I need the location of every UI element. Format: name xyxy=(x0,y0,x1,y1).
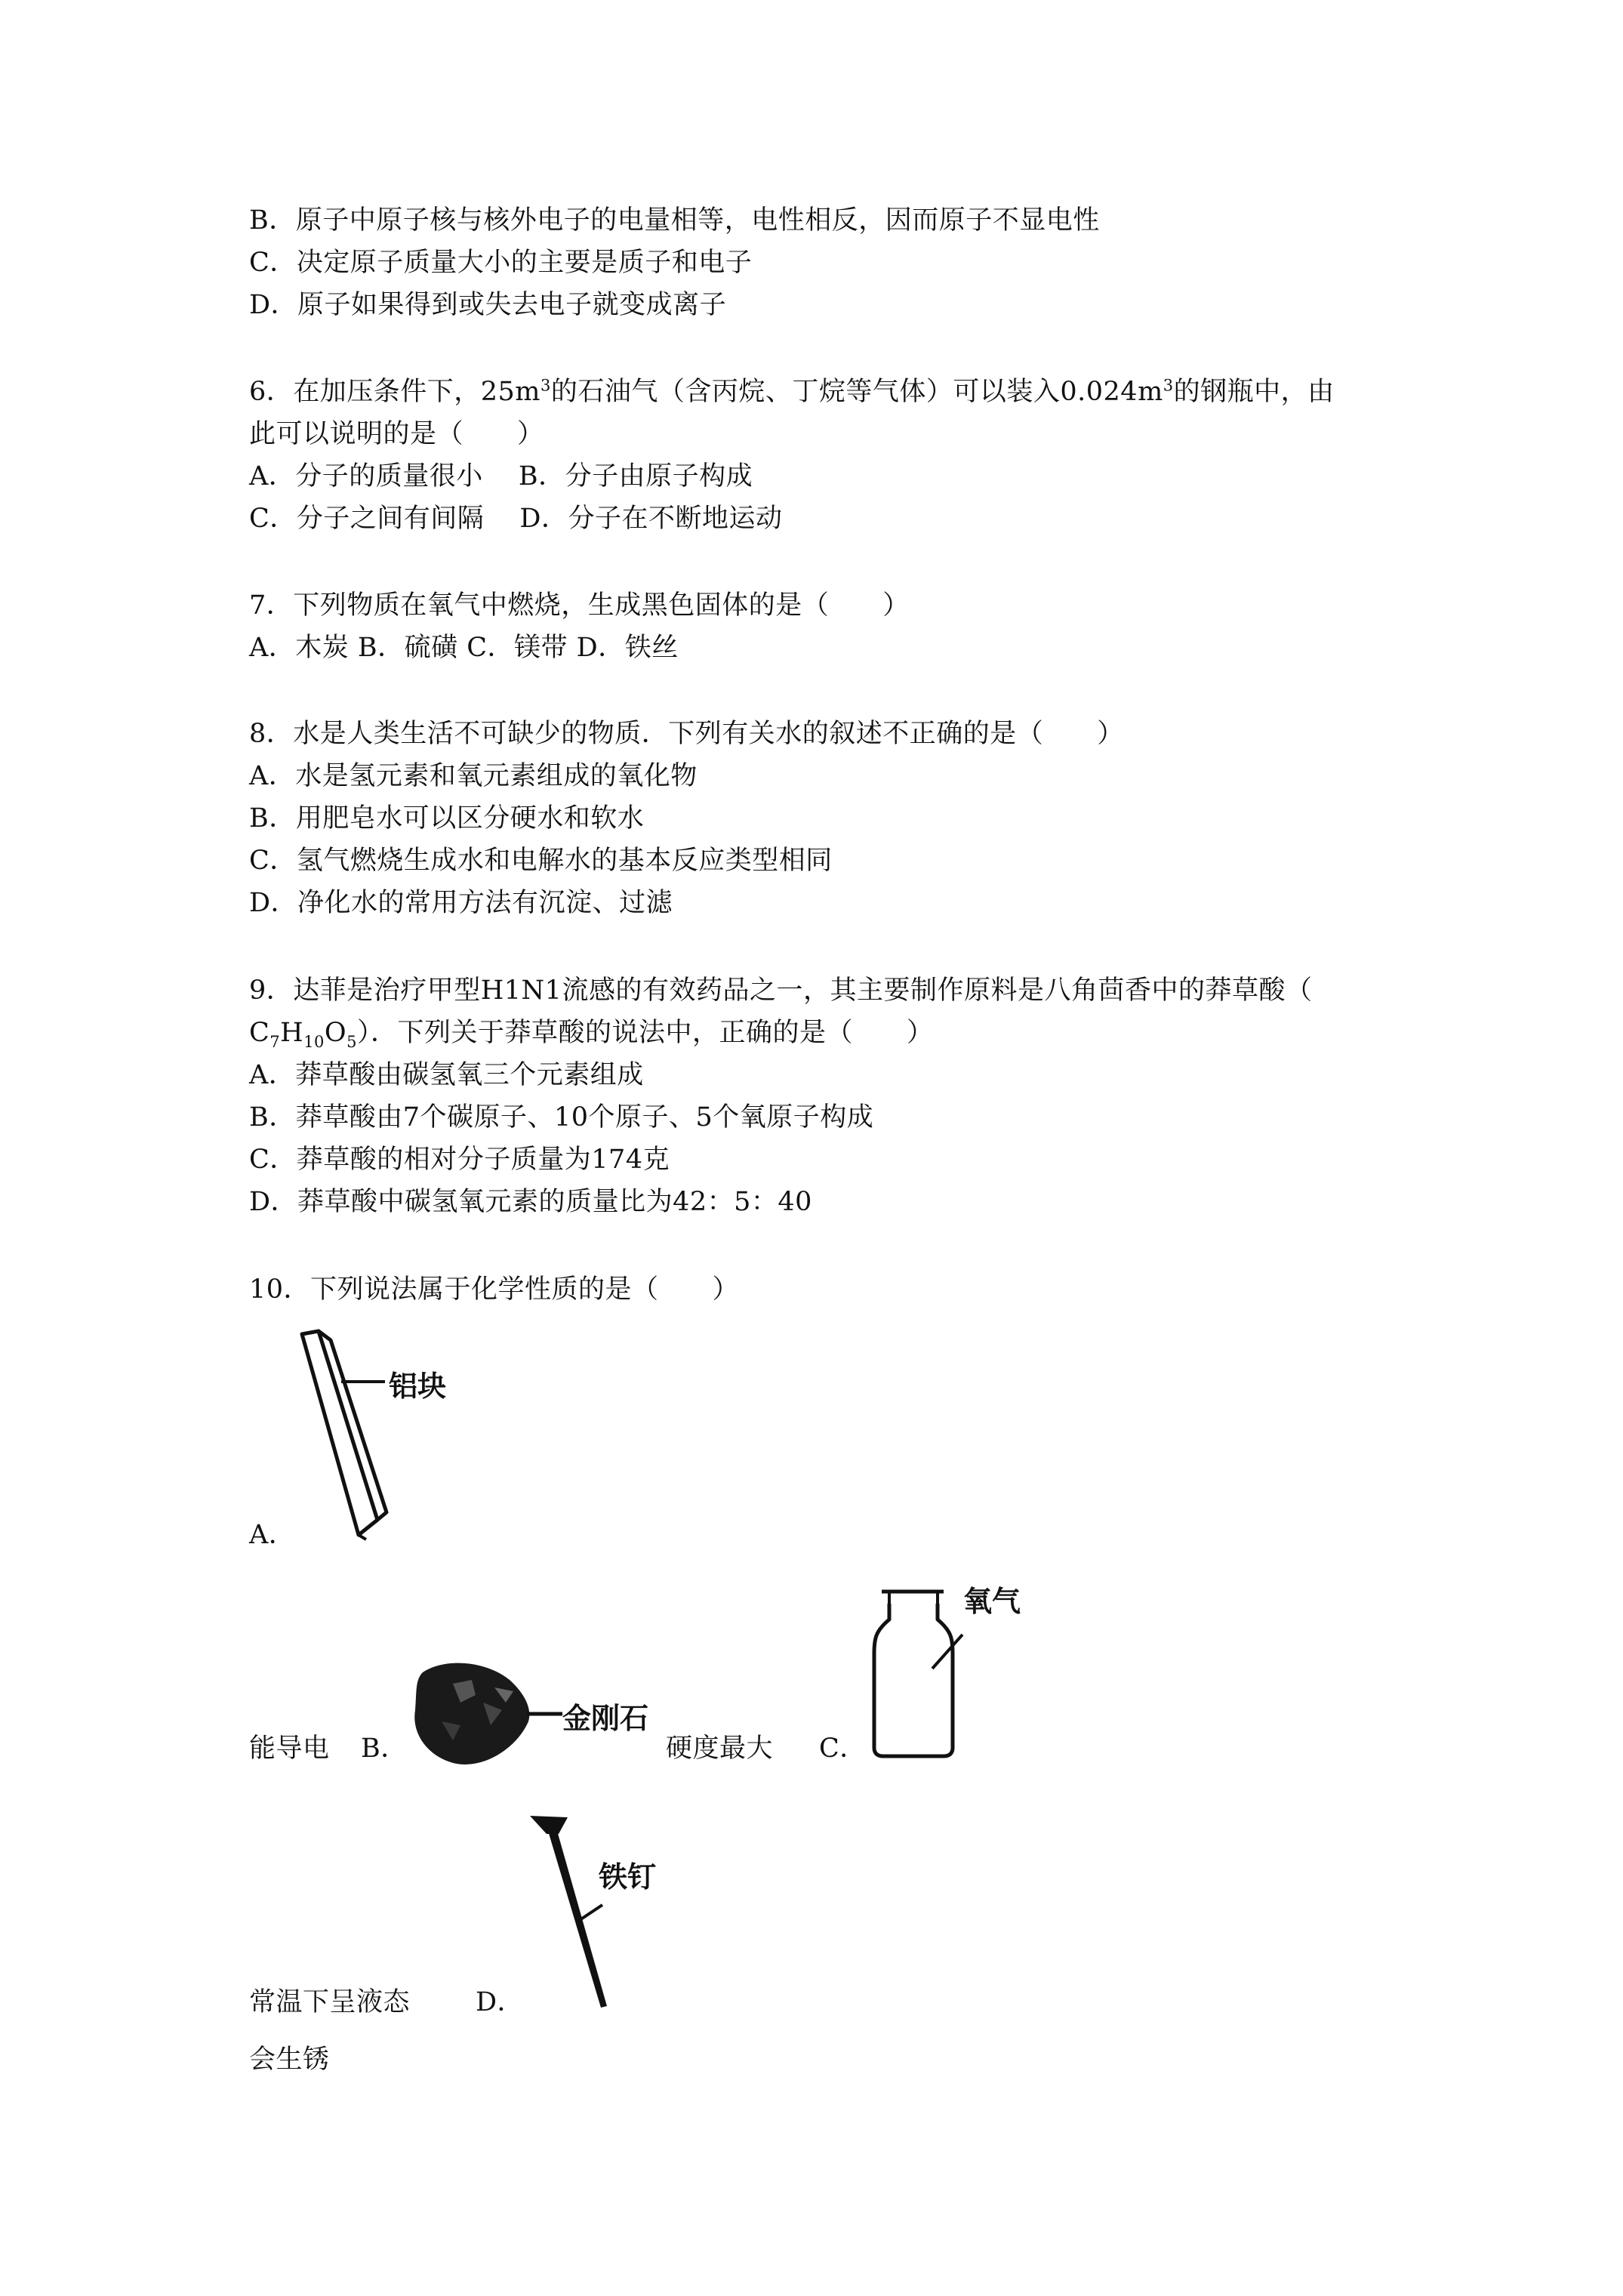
nail-label: 铁钉 xyxy=(599,1860,657,1894)
aluminum-block-figure xyxy=(287,1325,483,1544)
q8-option-a: A．水是氢元素和氧元素组成的氧化物 xyxy=(249,761,698,791)
q6-stem-line2: 此可以说明的是（ ） xyxy=(249,419,544,449)
q6-options-ab: A．分子的质量很小 B．分子由原子构成 xyxy=(249,461,753,492)
q6-stem-part-a: 6．在加压条件下，25m xyxy=(249,377,540,407)
q10-option-d-text: 会生锈 xyxy=(249,2045,330,2075)
q8-stem: 8．水是人类生活不可缺少的物质．下列有关水的叙述不正确的是（ ） xyxy=(249,719,1124,749)
diamond-label: 金刚石 xyxy=(562,1702,649,1735)
q6-stem xyxy=(249,375,1335,408)
q8-option-d: D．净化水的常用方法有沉淀、过滤 xyxy=(249,888,673,918)
q9-stem: 9．达菲是治疗甲型H1N1流感的有效药品之一，其主要制作原料是八角茴香中的莽草酸（ xyxy=(249,975,1313,1006)
q10-option-a-text: 能导电 xyxy=(249,1734,330,1764)
q7-stem: 7．下列物质在氧气中燃烧，生成黑色固体的是（ ） xyxy=(249,590,910,621)
q10-option-a-letter: A． xyxy=(249,1520,296,1550)
q9-option-d: D．莽草酸中碳氢氧元素的质量比为42：5：40 xyxy=(249,1187,812,1217)
q10-option-c-text: 常温下呈液态 xyxy=(249,1987,411,2017)
diamond-figure xyxy=(400,1650,672,1778)
q8-option-c: C．氢气燃烧生成水和电解水的基本反应类型相同 xyxy=(249,846,833,876)
q6-stem-part-c: 的钢瓶中，由 xyxy=(1173,377,1335,407)
q5-option-b: B．原子中原子核与核外电子的电量相等，电性相反，因而原子不显电性 xyxy=(249,205,1100,236)
aluminum-label: 铝块 xyxy=(389,1370,447,1403)
q6-options-cd: C．分子之间有间隔 D．分子在不断地运动 xyxy=(249,504,783,534)
iron-nail-figure xyxy=(513,1808,710,2020)
q10-option-b-text: 硬度最大 xyxy=(666,1734,774,1764)
q10-option-c-letter: C． xyxy=(819,1734,867,1764)
q9-option-a: A．莽草酸由碳氢氧三个元素组成 xyxy=(249,1060,644,1090)
oxygen-bottle-figure xyxy=(868,1578,1064,1767)
q6-stem-part-b: 的石油气（含丙烷、丁烷等气体）可以装入0.024m xyxy=(550,377,1163,407)
q10-option-b-letter: B． xyxy=(361,1734,408,1764)
q5-option-d: D．原子如果得到或失去电子就变成离子 xyxy=(249,290,727,320)
q8-option-b: B．用肥皂水可以区分硬水和软水 xyxy=(249,803,645,834)
q9-formula: $C_7H_{10}O_5$ xyxy=(249,1018,357,1051)
q10-stem: 10．下列说法属于化学性质的是（ ） xyxy=(249,1274,740,1305)
q6-superscript: 3 xyxy=(1163,376,1174,395)
q7-options: A．木炭 B．硫磺 C．镁带 D．铁丝 xyxy=(249,633,679,663)
q9-option-c: C．莽草酸的相对分子质量为174克 xyxy=(249,1145,670,1175)
q9-option-b: B．莽草酸由7个碳原子、10个原子、5个氧原子构成 xyxy=(249,1102,874,1133)
oxygen-label: 氧气 xyxy=(963,1585,1021,1618)
q10-option-d-letter: D． xyxy=(476,1987,525,2017)
q6-superscript: 3 xyxy=(540,376,551,395)
q9-stem-line2 xyxy=(249,1016,934,1049)
q5-option-c: C．决定原子质量大小的主要是质子和电子 xyxy=(249,248,753,278)
q9-stem-part: ）．下列关于莽草酸的说法中，正确的是（ ） xyxy=(357,1018,934,1048)
